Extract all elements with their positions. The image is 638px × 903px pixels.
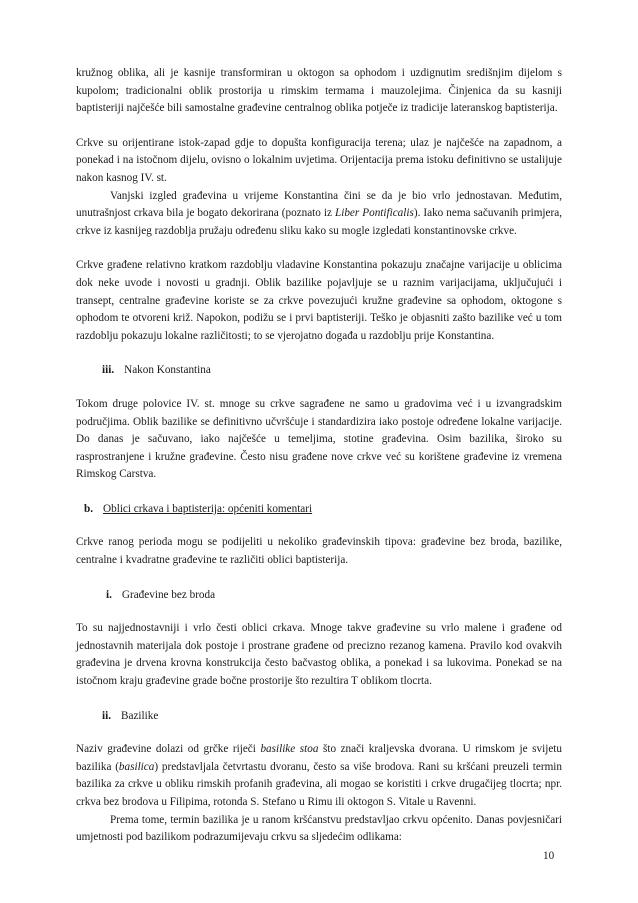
paragraph-basilica-definition: Prema tome, termin bazilika je u ranom kršćanstvu predstavljao crkvu općenito. Danas povjesničari umjetnosti pod bazilikom podrazumijevaju crkvu sa sljedećim odlikama: [76, 813, 562, 844]
heading-basilicas [102, 708, 562, 726]
paragraph-late-fourth-century: Tokom druge polovice IV. st. mnoge su crkve sagrađene ne samo u gradovima već i u izvangradskim područjima. Oblik bazilike se definitivno učvršćuje i standardizira iako postoje određene lokalne varijacije. Do danas je sačuvano, iako najčešće u temeljima, stotine građevina. Osim bazilika, široko su rasprostranjene i kružne građevine. Često nisu građene nove crkve već su korištene građevine iz vremena Rimskog Carstva. [76, 397, 562, 481]
paragraph-exterior-text-a: Vanjski izgled građevina u vrijeme Konstantina čini se da je bio vrlo jednostavan. Međutim, unutrašnjost crkava bila je bogato dekorirana (poznato iz [76, 189, 562, 220]
heading-aisleless-buildings [106, 587, 562, 605]
paragraph-orientation: Crkve su orijentirane istok-zapad gdje to dopušta konfiguracija terena; ulaz je najčešće na zapadnom, a ponekad i na istočnom dijelu, ovisno o lokalnim uvjetima. Orijentacija prema istoku definitivno se ustalijuje nakon kasnog IV. st. [76, 136, 562, 184]
paragraph-basilica-text-b: što znači kraljevska dvorana. U rimskom je svijetu bazilika ( [76, 743, 562, 773]
paragraph-building-types: Crkve ranog perioda mogu se podijeliti u nekoliko građevinskih tipova: građevine bez broda, bazilike, centralne i kvadratne građevine te različiti oblici baptisterija. [76, 536, 562, 567]
paragraph-basilica-name [76, 741, 562, 811]
paragraph-exterior [76, 188, 562, 241]
heading-text: Nakon Konstantina [124, 364, 211, 377]
heading-number: ii. [102, 709, 112, 722]
basilica-term: basilica [118, 760, 155, 773]
heading-after-constantine [102, 362, 562, 380]
heading-number: b. [84, 502, 94, 515]
paragraph-basilica-text-a: Naziv građevine dolazi od grčke riječi [76, 743, 261, 756]
paragraph-basilica-text-c: ) predstavljala četvrtastu dvoranu, često sa više brodova. Rani su kršćani preuzeli termin bazilika za crkve u obliku rimskih profanih građevina, ali mogao se koristiti i crkve drugačijeg tlocrta; npr. crkva bez brodova u Filipima, rotonda S. Stefano u Rimu ili oktogon S. Vitale u Ravenni. [76, 760, 562, 808]
heading-text: Oblici crkava i baptisterija: općeniti komentari [103, 502, 313, 515]
page-number: 10 [543, 850, 555, 862]
paragraph-constantine-variations: Crkve građene relativno kratkom razdoblju vladavine Konstantina pokazuju značajne varijacije u oblicima dok neke uvode i novosti u gradnji. Oblik bazilike pojavljuje se u raznim varijacijama, uključujući i transept, centralne građevine koriste se za crkve povezujući kružne građevine sa ophodom, oktogone s ophodom te otvoreni križ. Napokon, podižu se i prvi baptisteriji. Teško je objasniti zašto bazilike već u tom razdoblju pokazuju lokalne različitosti; to se vjerojatno događa u razdoblju prije Konstantina. [76, 259, 562, 342]
basilike-stoa-term: basilike stoa [260, 743, 319, 756]
heading-number: i. [106, 588, 112, 601]
paragraph-baptistery-origin: kružnog oblika, ali je kasnije transformiran u oktogon sa ophodom i uzdignutim središnjim dijelom s kupolom; tradicionalni oblik prostorija u rimskim termama i mauzolejima. Činjenica da su kasniji baptisteriji najčešće bili samostalne građevine centralnog oblika potječe iz tradicije lateranskog baptisterija. [76, 67, 562, 115]
body-text [76, 65, 562, 847]
paragraph-exterior-text-b: ). Iako nema sačuvanih primjera, crkve iz kasnijeg razdoblja pružaju određenu sliku kako su mogle izgledati konstantinovske crkve. [76, 207, 562, 237]
heading-text: Bazilike [121, 709, 159, 722]
heading-church-forms [84, 501, 562, 519]
liber-pontificalis-title: Liber Pontificalis [335, 207, 414, 220]
heading-number: iii. [102, 364, 115, 377]
paragraph-aisleless-description: To su najjednostavniji i vrlo česti oblici crkava. Mnoge takve građevine su vrlo malene i građene od jednostavnih materijala dok postoje i prostrane građene od precizno rezanog kamena. Pravilo kod ovakvih građevina je drvena krovna konstrukcija često bačvastog oblika, a ponekad i sa lukovima. Ponekad se na istočnom kraju građevine grade bočne prostorije što rezultira T oblikom tlocrta. [76, 622, 562, 688]
heading-text: Građevine bez broda [121, 588, 216, 601]
